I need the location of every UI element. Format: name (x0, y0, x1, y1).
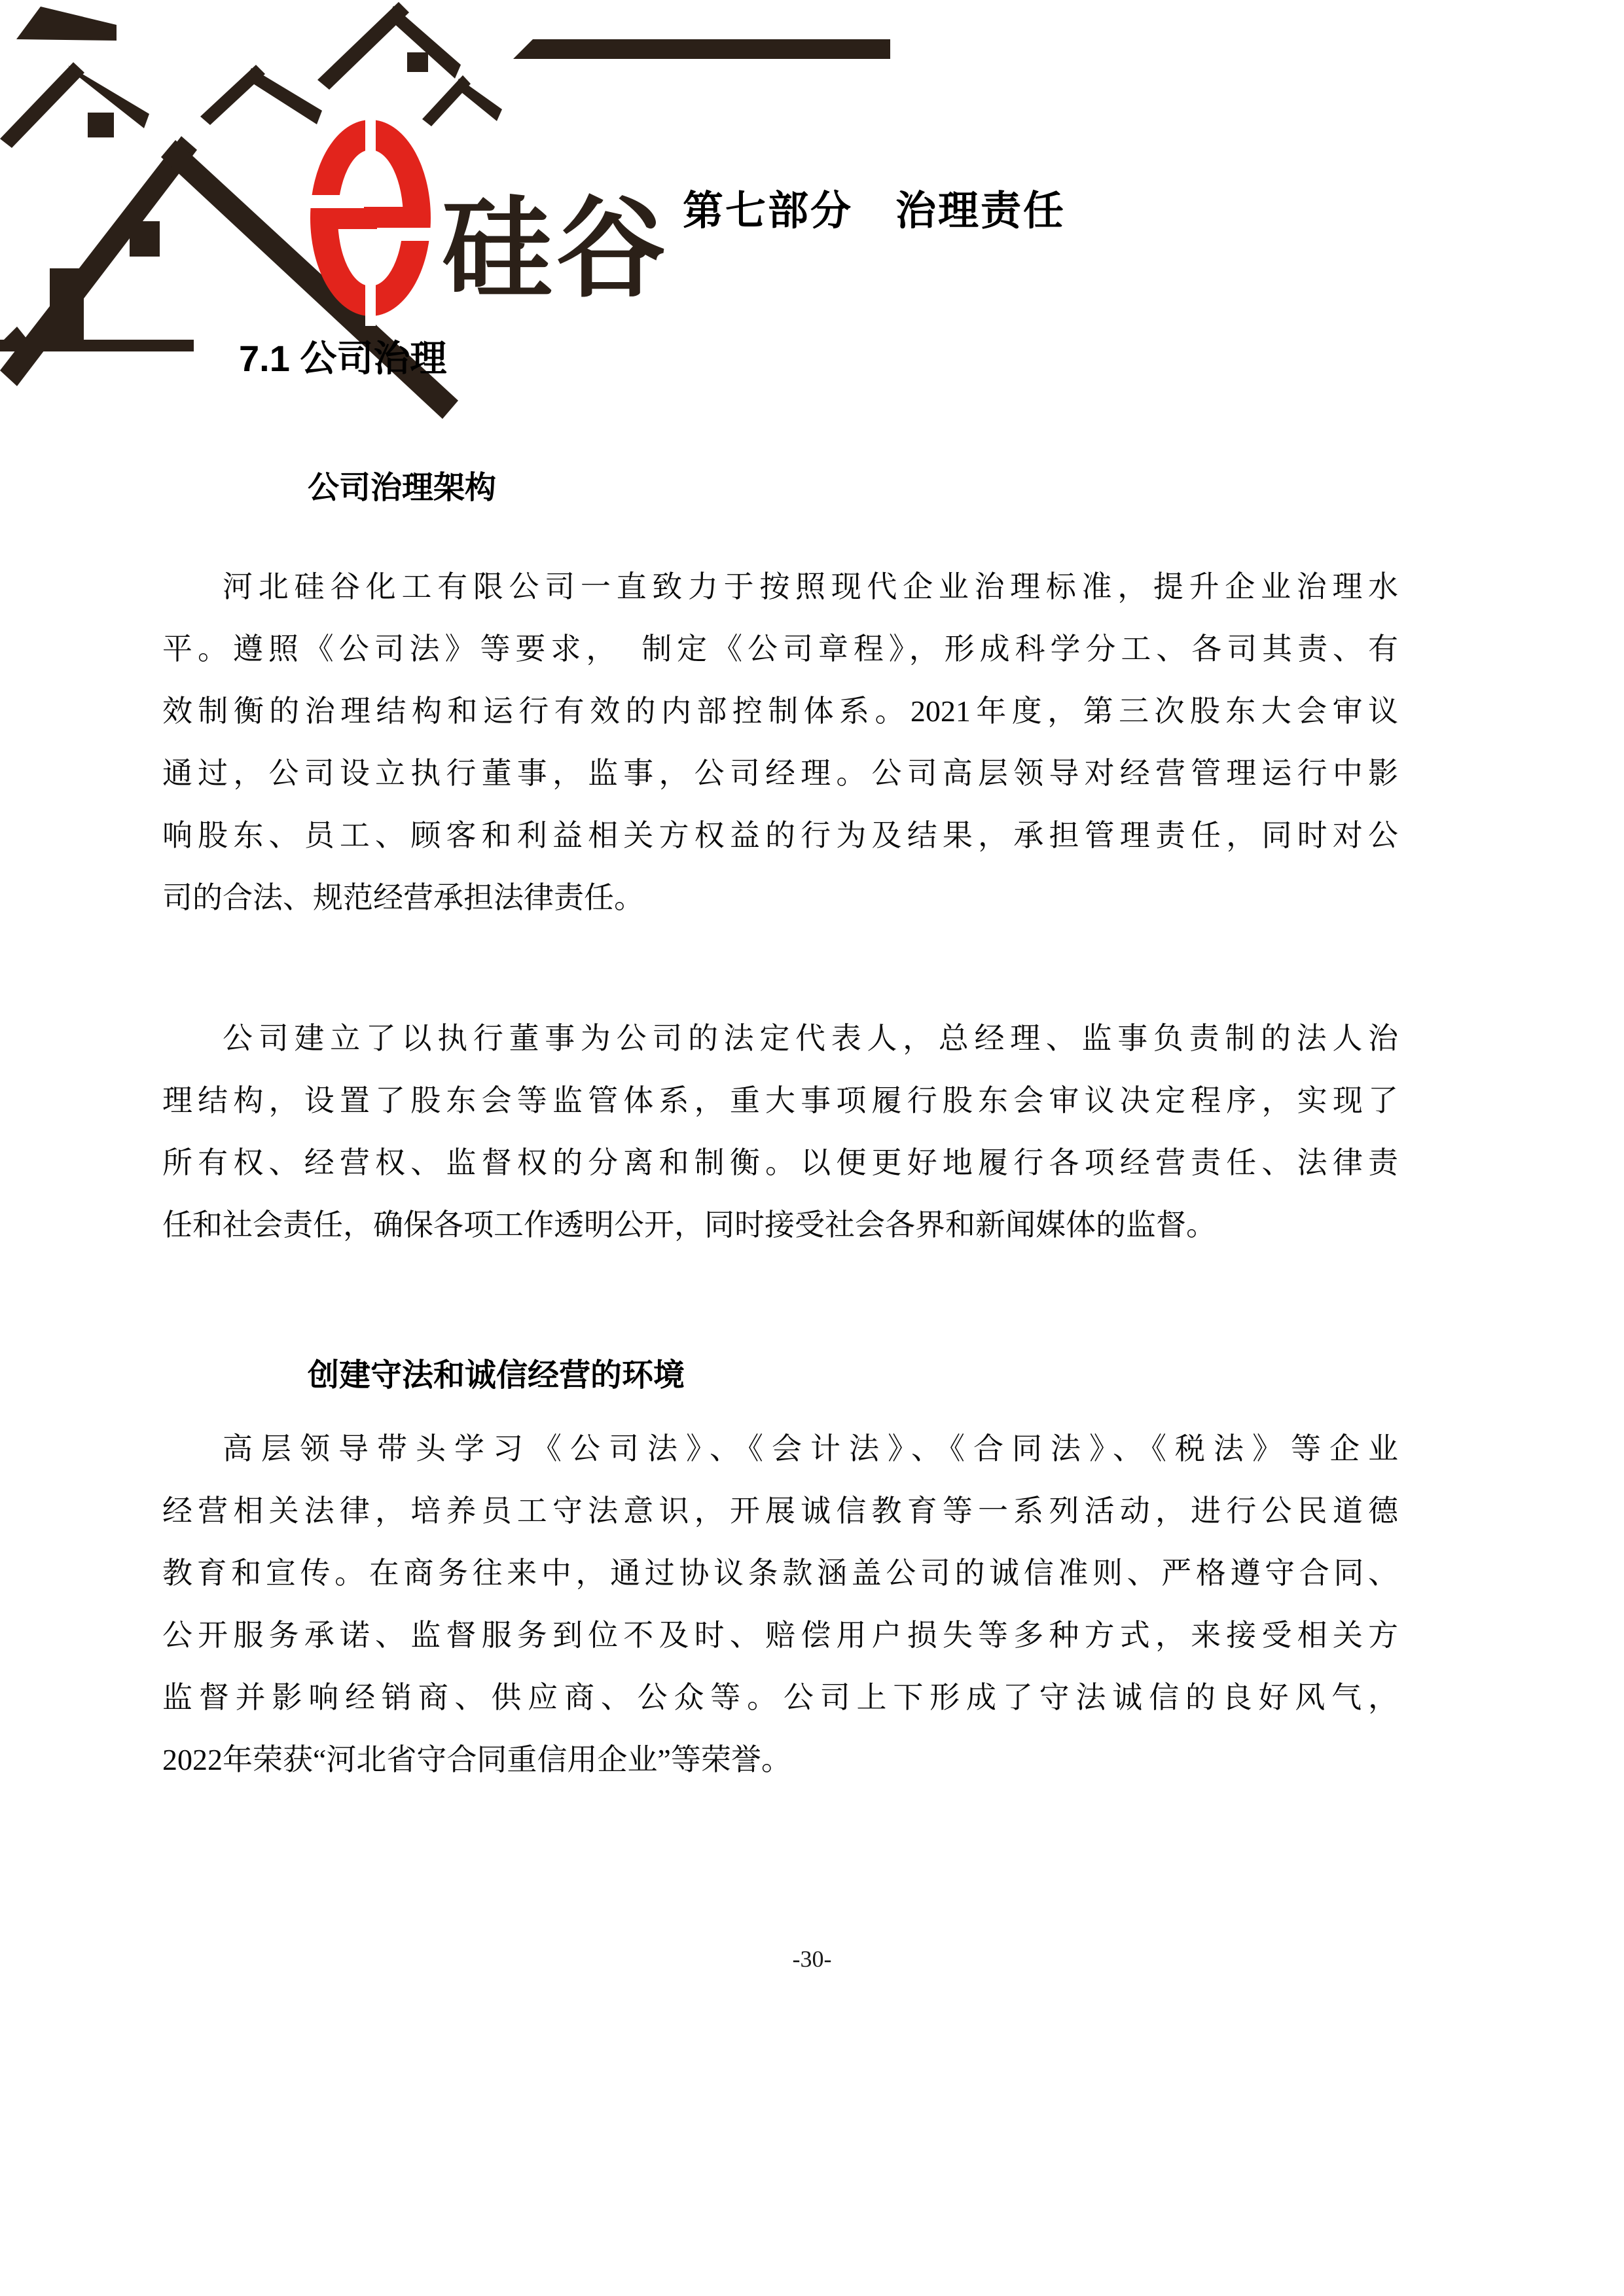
paragraph-line: 经营相关法律，培养员工守法意识，开展诚信教育等一系列活动，进行公民道德 (162, 1494, 1398, 1528)
page-number: -30- (792, 1946, 832, 1972)
paragraph-line: 公司建立了以执行董事为公司的法定代表人，总经理、监事负责制的法人治 (223, 1022, 1398, 1055)
paragraph-line: 河北硅谷化工有限公司一直致力于按照现代企业治理标准，提升企业治理水 (223, 570, 1398, 603)
page-title: 第七部分 治理责任 (682, 188, 1066, 234)
paragraph-line: 效制衡的治理结构和运行有效的内部控制体系。2021年度，第三次股东大会审议 (162, 694, 1398, 728)
paragraph-line: 监督并影响经销商、供应商、公众等。公司上下形成了守法诚信的良好风气， (162, 1681, 1398, 1714)
section-heading-7-1: 7.1 公司治理 (239, 338, 447, 379)
paragraph-line: 高层领导带头学习《公司法》、《会计法》、《合同法》、《税法》等企业 (223, 1432, 1398, 1465)
paragraph-line: 理结构，设置了股东会等监管体系，重大事项履行股东会审议决定程序，实现了 (162, 1084, 1398, 1117)
paragraph-line: 响股东、员工、顾客和利益相关方权益的行为及结果，承担管理责任，同时对公 (162, 819, 1398, 852)
paragraph-line: 教育和宣传。在商务往来中，通过协议条款涵盖公司的诚信准则、严格遵守合同、 (162, 1556, 1398, 1590)
paragraph-line: 通过，公司设立执行董事，监事，公司经理。公司高层领导对经营管理运行中影 (162, 757, 1398, 790)
paragraph-governance-1 (162, 556, 1398, 929)
paragraph-integrity-1 (162, 1418, 1398, 1791)
paragraph-line: 公开服务承诺、监督服务到位不及时、赔偿用户损失等多种方式，来接受相关方 (162, 1619, 1398, 1652)
paragraph-line: 司的合法、规范经营承担法律责任。 (162, 881, 644, 914)
paragraph-line: 平。遵照《公司法》等要求， 制定《公司章程》，形成科学分工、各司其责、有 (162, 632, 1398, 666)
paragraph-line: 所有权、经营权、监督权的分离和制衡。以便更好地履行各项经营责任、法律责 (162, 1146, 1398, 1179)
subsection-heading-integrity-environment: 创建守法和诚信经营的环境 (308, 1358, 685, 1393)
paragraph-governance-2 (162, 1007, 1398, 1256)
paragraph-line: 2022年荣获“河北省守合同重信用企业”等荣誉。 (162, 1743, 791, 1776)
paragraph-line: 任和社会责任，确保各项工作透明公开，同时接受社会各界和新闻媒体的监督。 (162, 1208, 1216, 1242)
subsection-heading-governance-structure: 公司治理架构 (308, 471, 497, 505)
logo-brand-text: 硅谷 (442, 187, 670, 310)
